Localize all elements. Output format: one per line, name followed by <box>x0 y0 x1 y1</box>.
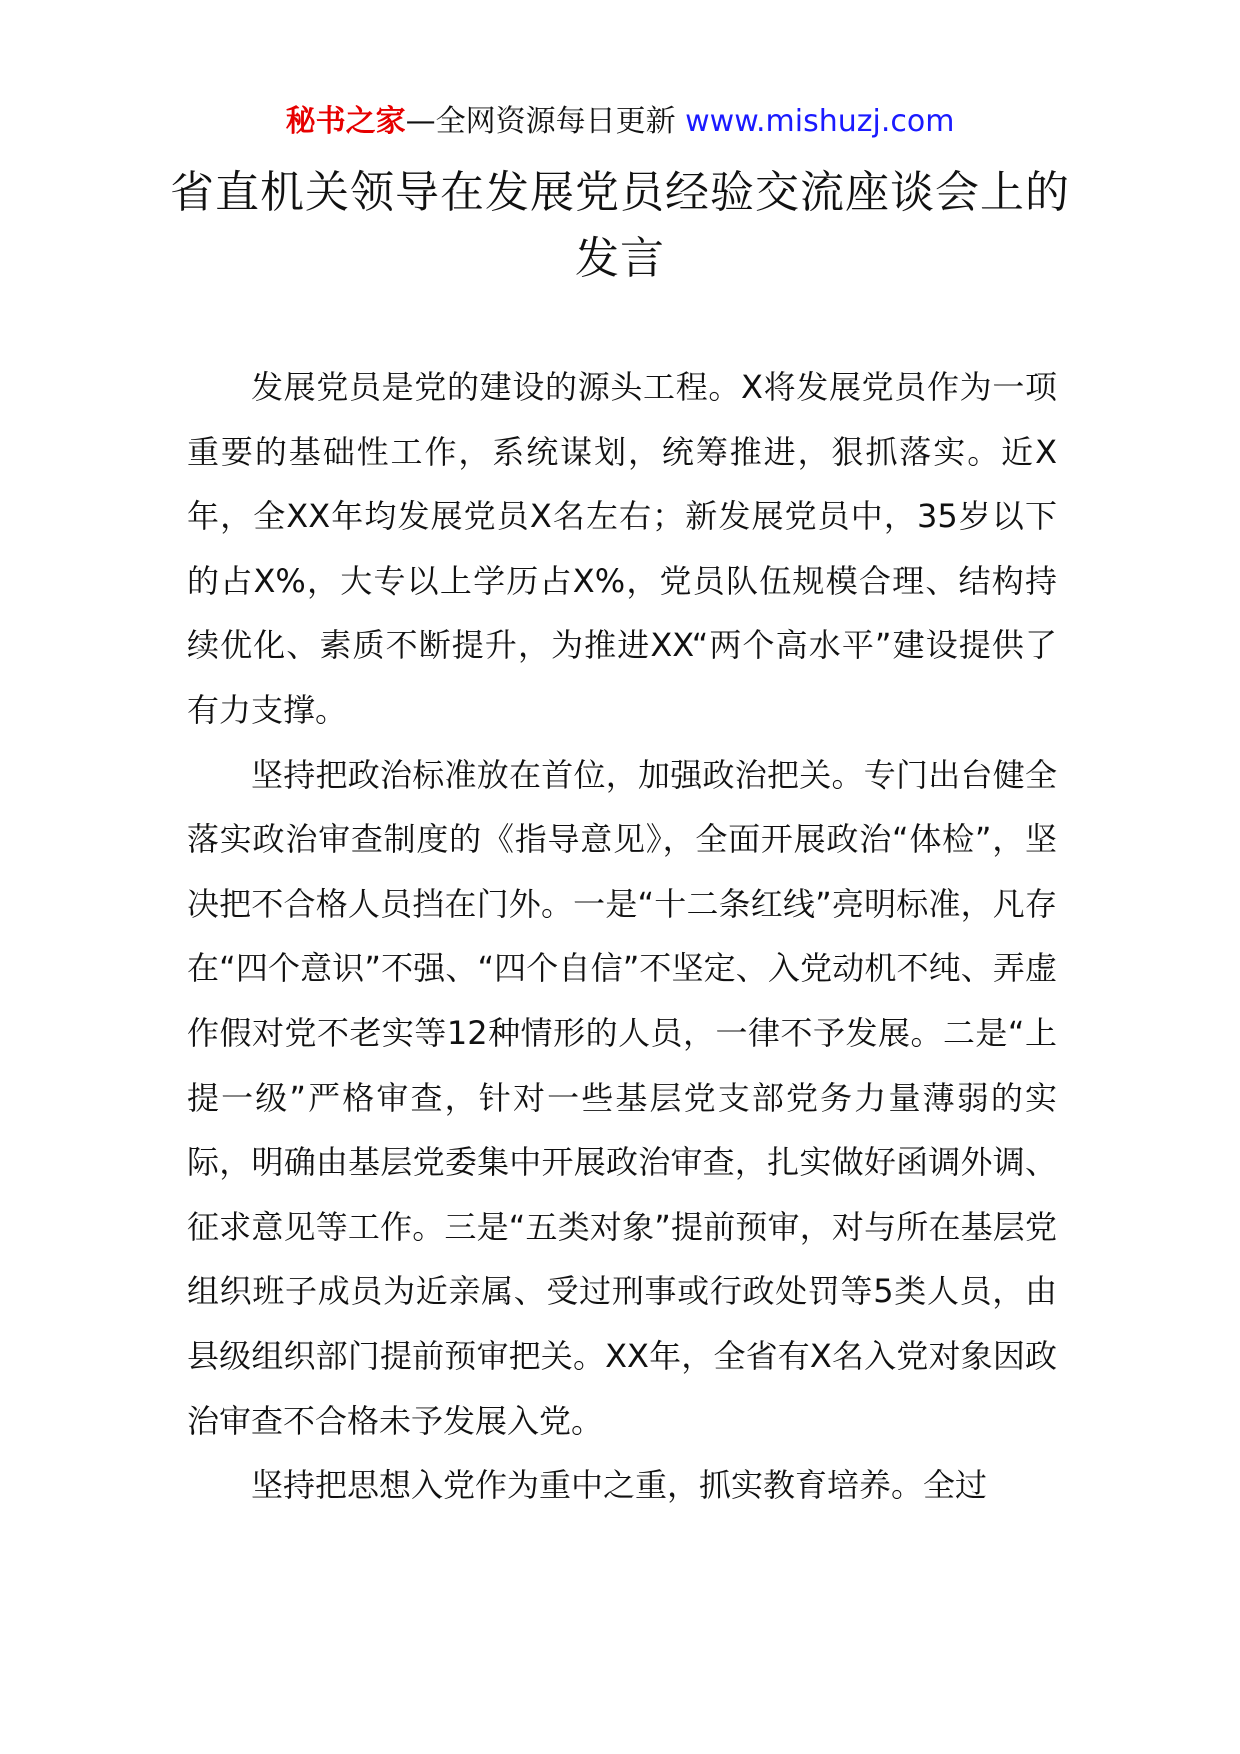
document-title: 省直机关领导在发展党员经验交流座谈会上的发言 <box>170 167 1070 284</box>
document-body <box>187 355 1057 1518</box>
site-url-link[interactable]: www.mishuzj.com <box>685 104 955 139</box>
site-slogan: —全网资源每日更新 <box>405 104 686 139</box>
site-header <box>0 102 1240 142</box>
paragraph-political-review: 坚持把政治标准放在首位，加强政治把关。专门出台健全落实政治审查制度的《指导意见》，全面开展政治“体检”，坚决把不合格人员挡在门外。一是“十二条红线”亮明标准，凡存在“四个意识”不强、“四个自信”不坚定、入党动机不纯、弄虚作假对党不老实等12种情形的人员，一律不予发展。二是“上提一级”严格审查，针对一些基层党支部党务力量薄弱的实际，明确由基层党委集中开展政治审查，扎实做好函调外调、征求意见等工作。三是“五类对象”提前预审，对与所在基层党组织班子成员为近亲属、受过刑事或行政处罚等5类人员，由县级组织部门提前预审把关。XX年，全省有X名入党对象因政治审查不合格未予发展入党。 <box>187 755 1057 1440</box>
site-brand: 秘书之家 <box>285 104 406 139</box>
paragraph-intro: 发展党员是党的建设的源头工程。X将发展党员作为一项重要的基础性工作，系统谋划，统筹推进，狠抓落实。近X年，全XX年均发展党员X名左右；新发展党员中，35岁以下的占X%，大专以上学历占X%，党员队伍规模合理、结构持续优化、素质不断提升，为推进XX“两个高水平”建设提供了有力支撑。 <box>187 368 1057 729</box>
paragraph-education: 坚持把思想入党作为重中之重，抓实教育培养。全过 <box>251 1466 988 1505</box>
